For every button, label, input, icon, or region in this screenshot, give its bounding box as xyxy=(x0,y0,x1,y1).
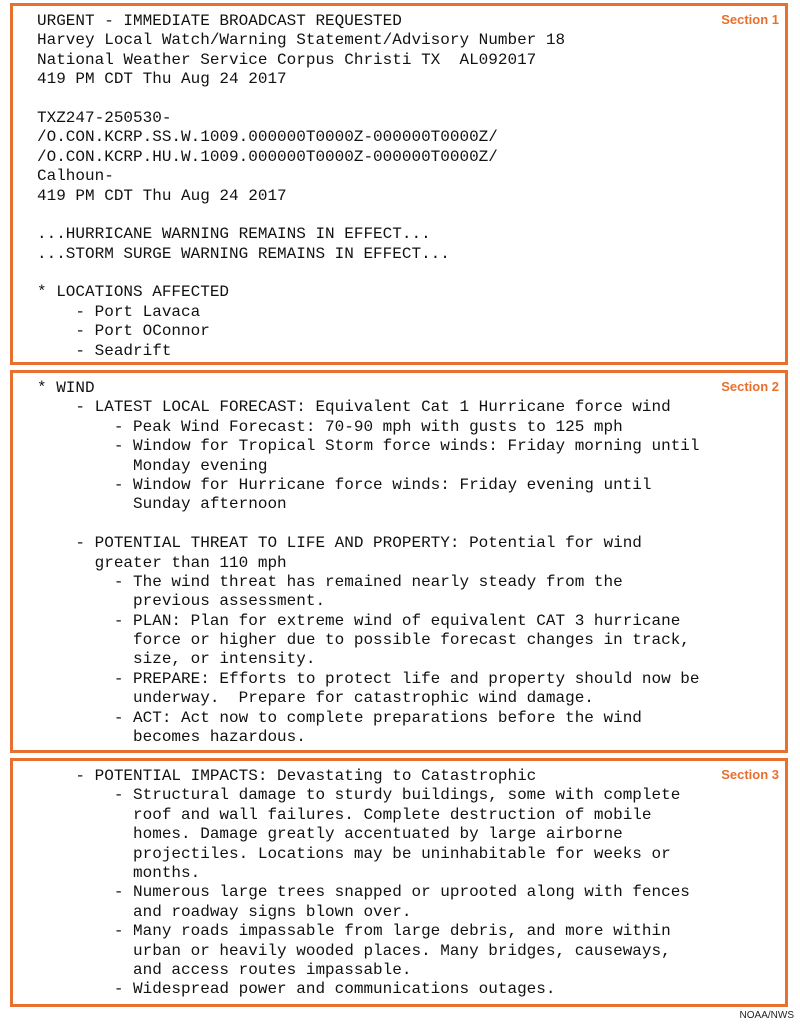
text-line: - Window for Tropical Storm force winds: Friday morning until xyxy=(37,437,700,456)
text-line: Sunday afternoon xyxy=(37,495,287,514)
text-line: Monday evening xyxy=(37,456,268,475)
text-line: greater than 110 mph xyxy=(37,553,287,572)
section-1-tag: Section 1 xyxy=(721,12,779,27)
text-line: homes. Damage greatly accentuated by large airborne xyxy=(37,825,623,844)
text-line: urban or heavily wooded places. Many bridges, causeways, xyxy=(37,941,671,960)
text-line: - Port Lavaca xyxy=(37,302,201,321)
section-2-body xyxy=(37,379,777,747)
text-line: - The wind threat has remained nearly steady from the xyxy=(37,572,623,591)
text-line: projectiles. Locations may be uninhabitable for weeks or xyxy=(37,844,671,863)
text-line: previous assessment. xyxy=(37,592,326,611)
text-line: - Widespread power and communications outages. xyxy=(37,980,556,999)
section-3-tag: Section 3 xyxy=(721,767,779,782)
text-line: - Window for Hurricane force winds: Friday evening until xyxy=(37,475,652,494)
text-line: National Weather Service Corpus Christi TX AL092017 xyxy=(37,50,537,69)
text-line: - POTENTIAL THREAT TO LIFE AND PROPERTY: Potential for wind xyxy=(37,534,642,553)
text-line: * WIND xyxy=(37,379,95,397)
text-line xyxy=(37,206,777,225)
text-line: underway. Prepare for catastrophic wind damage. xyxy=(37,689,594,708)
text-line: roof and wall failures. Complete destruction of mobile xyxy=(37,805,652,824)
source-credit: NOAA/NWS xyxy=(739,1010,794,1021)
text-line: - Seadrift xyxy=(37,341,172,360)
text-line xyxy=(37,264,777,283)
text-line: TXZ247-250530- xyxy=(37,108,172,127)
text-line: and access routes impassable. xyxy=(37,960,412,979)
text-line: - POTENTIAL IMPACTS: Devastating to Catastrophic xyxy=(37,767,537,785)
text-line: ...STORM SURGE WARNING REMAINS IN EFFECT... xyxy=(37,244,450,263)
text-line: ...HURRICANE WARNING REMAINS IN EFFECT... xyxy=(37,225,431,244)
text-line: /O.CON.KCRP.SS.W.1009.000000T0000Z-000000T0000Z/ xyxy=(37,128,498,147)
text-line: - Port OConnor xyxy=(37,322,210,341)
text-line: - Numerous large trees snapped or uprooted along with fences xyxy=(37,883,690,902)
section-3-body xyxy=(37,767,777,1000)
section-1-body xyxy=(37,12,777,361)
text-line: - PREPARE: Efforts to protect life and property should now be xyxy=(37,669,700,688)
section-3 xyxy=(10,758,788,1007)
text-line: Calhoun- xyxy=(37,167,114,186)
text-line: Harvey Local Watch/Warning Statement/Advisory Number 18 xyxy=(37,31,566,50)
text-line: - LATEST LOCAL FORECAST: Equivalent Cat 1 Hurricane force wind xyxy=(37,398,671,417)
text-line: - PLAN: Plan for extreme wind of equivalent CAT 3 hurricane xyxy=(37,611,681,630)
text-line: - Peak Wind Forecast: 70-90 mph with gusts to 125 mph xyxy=(37,417,623,436)
text-line xyxy=(37,90,777,109)
text-line: force or higher due to possible forecast changes in track, xyxy=(37,631,690,650)
section-1 xyxy=(10,3,788,365)
text-line: 419 PM CDT Thu Aug 24 2017 xyxy=(37,186,287,205)
text-line: and roadway signs blown over. xyxy=(37,902,412,921)
text-line: * LOCATIONS AFFECTED xyxy=(37,283,230,302)
text-line: size, or intensity. xyxy=(37,650,316,669)
text-line: 419 PM CDT Thu Aug 24 2017 xyxy=(37,70,287,89)
text-line: URGENT - IMMEDIATE BROADCAST REQUESTED xyxy=(37,12,402,30)
section-2-tag: Section 2 xyxy=(721,379,779,394)
text-line: - Many roads impassable from large debris, and more within xyxy=(37,922,671,941)
text-line: - Structural damage to sturdy buildings, some with complete xyxy=(37,786,681,805)
text-line: /O.CON.KCRP.HU.W.1009.000000T0000Z-000000T0000Z/ xyxy=(37,147,498,166)
text-line: - ACT: Act now to complete preparations before the wind xyxy=(37,708,642,727)
text-line: months. xyxy=(37,863,201,882)
text-line: becomes hazardous. xyxy=(37,728,306,747)
section-2 xyxy=(10,370,788,753)
text-line xyxy=(37,515,777,534)
